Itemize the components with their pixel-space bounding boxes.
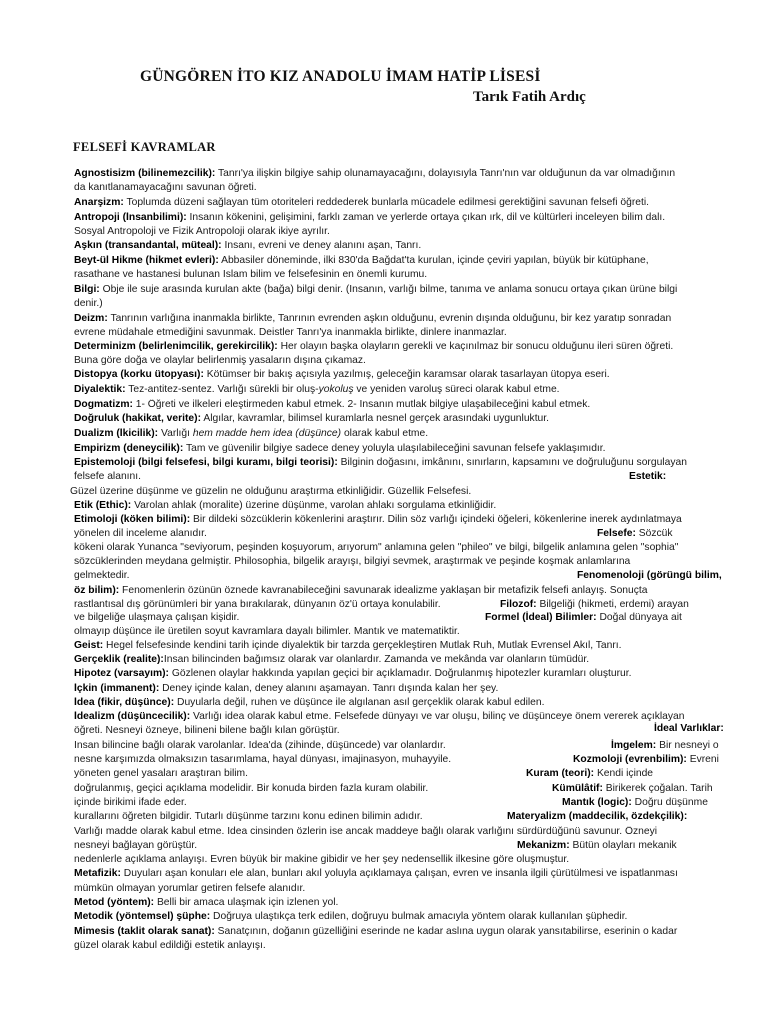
text-line	[74, 384, 694, 396]
side-term	[654, 723, 724, 735]
text-line	[74, 413, 694, 425]
text-line	[74, 640, 694, 652]
term-label: Etik (Ethic):	[74, 500, 132, 511]
term-text: Doğal dünyaya ait	[596, 612, 682, 623]
term-text: yokoluş	[318, 384, 354, 395]
text-line	[74, 355, 694, 367]
term-label: Metod (yöntem):	[74, 897, 155, 908]
term-label: İmgelem:	[611, 740, 657, 751]
term-label: Distopya (korku ütopyası):	[74, 369, 204, 380]
text-line	[74, 269, 694, 281]
side-term	[526, 768, 653, 780]
term-text: 1- Öğreti ve ilkeleri eleştirmeden kabul etmek. 2- İnsanın mutlak bilgiye ulaşabileceğini kabul etmek.	[132, 399, 591, 410]
term-text: Sanatçının, doğanın güzelliğini eserinde ne kadar aslına uygun olarak yansıtabilirse, eserinin o kadar	[214, 926, 678, 937]
term-text: Kendi içinde	[594, 768, 654, 779]
term-label: Mimesis (taklit olarak sanat):	[74, 926, 215, 937]
term-label: Formel (İdeal) Bilimler:	[485, 612, 597, 623]
term-text: Buna göre doğa ve olaylar belirlenmiş yasaların dışına çıkamaz.	[74, 355, 366, 366]
text-line	[74, 284, 694, 296]
text-line	[74, 683, 694, 695]
term-text: ve bilgeliğe ulaşmaya çalışan kişidir.	[74, 612, 240, 623]
term-text: Bir dildeki sözcüklerin kökenlerini araştırır. Dilin söz varlığı içindeki öğeleri, kökenlerine inerek aydınlatmaya	[190, 514, 682, 525]
text-line	[74, 883, 694, 895]
text-line	[74, 654, 694, 666]
term-text: İnsan bilincinden bağımsız olarak var olanlardır. Zamanda ve mekânda var olanların tümüdür.	[163, 654, 590, 665]
term-label: İdeal Varlıklar:	[654, 723, 724, 734]
text-line	[74, 697, 694, 709]
text-line	[74, 868, 694, 880]
term-text: Belli bir amaca ulaşmak için izlenen yol.	[154, 897, 339, 908]
term-label: Fenomenoloji (görüngü bilim,	[577, 570, 722, 581]
term-text: Varlığı idea olarak kabul etme. Felsefede dünyayı ve var oluşu, bilinç ve düşünceye önem vererek açıklayan	[190, 711, 685, 722]
term-text: kurallarını öğreten bilgidir. Tutarlı düşünme tarzını konu edinen bilimin adıdır.	[74, 811, 423, 822]
side-term	[517, 840, 677, 852]
term-text: gelmektedir.	[74, 570, 130, 581]
text-line	[74, 443, 694, 455]
term-label: Doğruluk (hakikat, verite):	[74, 413, 202, 424]
term-text: Her olayın başka olayların gerekli ve kaçınılmaz bir sonucu olduğunu ileri süren öğreti.	[277, 341, 674, 352]
text-line	[74, 585, 694, 597]
term-text: Varolan ahlak (moralite) üzerine düşünme, varolan ahlakı sorgulama etkinliğidir.	[131, 500, 497, 511]
side-term	[552, 783, 713, 795]
term-label: Mantık (logic):	[562, 797, 632, 808]
term-label: Bilgi:	[74, 284, 100, 295]
term-text: içinde birikimi ifade eder.	[74, 797, 187, 808]
text-line	[74, 399, 694, 411]
term-label: Hipotez (varsayım):	[74, 668, 169, 679]
school-title: GÜNGÖREN İTO KIZ ANADOLU İMAM HATİP LİSESİ	[140, 68, 541, 85]
term-text: Abbasiler döneminde, ilki 830'da Bağdat'ta kurulan, içinde çeviri yapılan, büyük bir kütüphane,	[218, 255, 649, 266]
term-text: Güzel üzerine düşünme ve güzelin ne olduğunu araştırma etkinliğidir. Güzellik Felsefesi.	[70, 486, 472, 497]
term-text: İnsanı, evreni ve deney alanını aşan, Tanrı.	[221, 240, 422, 251]
term-text: olarak kabul etme.	[341, 428, 429, 439]
side-term	[573, 754, 719, 766]
term-text: yönelen dil inceleme alanıdır.	[74, 528, 207, 539]
text-line	[74, 854, 694, 866]
term-text: Evreni	[686, 754, 719, 765]
term-text: kökeni olarak Yunanca "seviyorum, peşinden koşuyorum, arıyorum" anlamına gelen "phileo" ve bilgi, bilgelik anlamına gelen "sophia"	[74, 542, 679, 553]
term-label: Gerçeklik (realite):	[74, 654, 164, 665]
term-text: felsefe alanını.	[74, 471, 141, 482]
term-text: olmayıp düşünce ile üretilen soyut kavramlara dayalı bilimler. Mantık ve matematiktir.	[74, 626, 460, 637]
text-line	[74, 212, 694, 224]
text-line	[74, 471, 694, 483]
term-label: Filozof:	[500, 599, 537, 610]
side-term	[597, 528, 673, 540]
term-label: öz bilim):	[74, 585, 120, 596]
term-text: Bir nesneyi o	[656, 740, 719, 751]
term-text: Varlığı madde olarak kabul etme. İdea cinsinden özlerin ise ancak maddeye bağlı olarak varlığını sürdürdüğünü savunur. Özneyi	[74, 826, 658, 837]
term-text: Tam ve güvenilir bilgiye sadece deney yoluyla ulaşılabileceğini savunan felsefe yaklaşımıdır.	[183, 443, 606, 454]
term-label: Dualizm (İkicilik):	[74, 428, 159, 439]
term-text: Tez-antitez-sentez. Varlığı sürekli bir oluş-	[125, 384, 319, 395]
term-text: Toplumda düzeni sağlayan tüm otoriteleri reddederek bunlarla mücadele edilmesi gerektiğini savunan felsefi öğreti.	[123, 197, 650, 208]
text-line	[74, 298, 694, 310]
term-label: Diyalektik:	[74, 384, 126, 395]
text-line	[74, 514, 694, 526]
text-line	[74, 626, 694, 638]
term-label: Kozmoloji (evrenbilim):	[573, 754, 687, 765]
text-line	[74, 725, 694, 737]
term-text: Deney içinde kalan, deney alanını aşamayan. Tanrı dışında kalan her şey.	[159, 683, 499, 694]
term-text: güzel olarak kabul edildiği estetik anlayışı.	[74, 940, 266, 951]
text-line	[74, 197, 694, 209]
text-line	[74, 911, 694, 923]
term-label: Determinizm (belirlenimcilik, gerekircilik):	[74, 341, 278, 352]
term-text: evrene müdahale etmediğini savunmak. Deistler Tanrı'ya inanmakla birlikte, dinlere inanmazlar.	[74, 327, 507, 338]
text-line	[74, 428, 694, 440]
term-text: Tanrının varlığına inanmakla birlikte, Tanrının evrenden aşkın olduğunu, evrenin dışında olduğunu, bir kez yaratıp sonradan	[107, 313, 672, 324]
text-line	[74, 926, 694, 938]
term-text: Hegel felsefesinde kendini tarih içinde diyalektik bir tarzda gerçekleştiren Mutlak Ruh, Mutlak Evrensel Akıl, Tanrı.	[103, 640, 622, 651]
term-label: Beyt-ül Hikme (hikmet evleri):	[74, 255, 219, 266]
term-label: Deizm:	[74, 313, 108, 324]
term-label: Aşkın (transandantal, müteal):	[74, 240, 222, 251]
term-text: Duyuları aşan konuları ele alan, bunları akıl yoluyla açıklamaya çalışan, evren ve insanla ilgili çürütülmesi ve ispatlanması	[120, 868, 678, 879]
term-label: Geist:	[74, 640, 104, 651]
term-label: Mekanizm:	[517, 840, 570, 851]
text-line	[74, 255, 694, 267]
text-line	[74, 341, 694, 353]
text-line	[74, 711, 694, 723]
term-label: Estetik:	[629, 471, 667, 482]
text-line	[74, 897, 694, 909]
term-label: İçkin (immanent):	[74, 683, 160, 694]
text-line	[70, 486, 690, 498]
term-text: Kötümser bir bakış açısıyla yazılmış, geleceğin karamsar olarak tasarlayan ütopya eseri.	[203, 369, 610, 380]
term-text: nesne karşımızda olmaksızın tasarımlama, hayal dünyası, imajinasyon, muhayyile.	[74, 754, 452, 765]
text-line	[74, 542, 694, 554]
side-term	[611, 740, 719, 752]
term-text: İnsanın kökenini, gelişimini, farklı zaman ve yerlerde ortaya çıkan ırk, dil ve kültürleri inceleyen bilim dalı.	[186, 212, 666, 223]
text-line	[74, 826, 694, 838]
term-text: rastlantısal dış görünümleri bir yana bırakılarak, dünyanın öz'ü ortaya konulabilir.	[74, 599, 441, 610]
term-text: nedenlerle açıklama anlayışı. Evren büyük bir makine gibidir ve her şey nedensellik ilkesine göre oluşmuştur.	[74, 854, 570, 865]
term-text: Doğru düşünme	[631, 797, 708, 808]
term-label: Antropoji (İnsanbilimi):	[74, 212, 187, 223]
term-label: Etimoloji (köken bilimi):	[74, 514, 191, 525]
term-text: denir.)	[74, 298, 103, 309]
term-text: İnsan bilincine bağlı olarak varolanlar. İdea'da (zihinde, düşüncede) var olanlardır.	[74, 740, 446, 751]
side-term	[485, 612, 682, 624]
term-text: Duyularla değil, ruhen ve düşünce ile algılanan asıl gerçeklik olarak kabul edilen.	[174, 697, 545, 708]
text-line	[74, 226, 694, 238]
text-line	[74, 940, 694, 952]
term-label: Felsefe:	[597, 528, 636, 539]
text-line	[74, 556, 694, 568]
term-text: Birikerek çoğalan. Tarih	[602, 783, 713, 794]
term-text: sözcüklerinden meydana gelmiştir. Philosophia, bilgelik arayışı, bilgiyi sevmek, araştırmak ve peşinde koşmak anlamlarına	[74, 556, 631, 567]
term-text: Obje ile suje arasında kurulan akte (bağa) bilgi denir. (İnsanın, varlığı bilme, tanıma ve anlama sonucu ortaya çıkan ürüne bilgi	[99, 284, 678, 295]
term-text: Bilgeliği (hikmeti, erdemi) arayan	[536, 599, 689, 610]
side-term	[500, 599, 689, 611]
term-text: Algılar, kavramlar, bilimsel kuramlarla nesnel gerçek arasındaki uygunluktur.	[201, 413, 549, 424]
text-line	[74, 327, 694, 339]
side-term	[629, 471, 666, 483]
text-line	[74, 240, 694, 252]
term-text: Fenomenlerin özünün öznede kavranabileceğini savunarak idealizme yaklaşan bir metafizik felsefi anlayış. Sonuçta	[119, 585, 648, 596]
term-text: mümkün olmayan yorumlar getiren felsefe alanıdır.	[74, 883, 306, 894]
text-line	[74, 313, 694, 325]
text-line	[74, 500, 694, 512]
term-text: doğrulanmış, geçici açıklama modelidir. Bir konuda birden fazla kuram olabilir.	[74, 783, 429, 794]
term-label: Empirizm (deneycilik):	[74, 443, 184, 454]
text-line	[74, 668, 694, 680]
term-label: Kuram (teori):	[526, 768, 595, 779]
term-text: Varlığı	[158, 428, 193, 439]
term-text: hem madde hem idea (düşünce)	[192, 428, 342, 439]
term-text: Gözlenen olaylar hakkında yapılan geçici bir açıklamadır. Doğrulanmış hipotezler kuramları oluşturur.	[169, 668, 632, 679]
text-line	[74, 168, 694, 180]
text-line	[74, 457, 694, 469]
term-text: Bütün olayları mekanik	[569, 840, 677, 851]
term-label: Metodik (yöntemsel) şüphe:	[74, 911, 211, 922]
text-line	[74, 740, 694, 752]
term-text: Doğruya ulaştıkça terk edilen, doğruyu bulmak amacıyla yöntem olarak kullanılan şüphedir.	[210, 911, 628, 922]
term-label: Kümülâtif:	[552, 783, 603, 794]
term-label: Dogmatizm:	[74, 399, 133, 410]
side-term	[507, 811, 687, 823]
term-label: Anarşizm:	[74, 197, 124, 208]
term-text: Sosyal Antropoloji ve Fizik Antropoloji olarak ikiye ayrılır.	[74, 226, 330, 237]
side-term	[562, 797, 708, 809]
author-name: Tarık Fatih Ardıç	[473, 89, 586, 105]
term-text: da kanıtlanamayacağını savunan öğreti.	[74, 182, 257, 193]
term-label: Epistemoloji (bilgi felsefesi, bilgi kuramı, bilgi teorisi):	[74, 457, 338, 468]
term-text: Tanrı'ya ilişkin bilgiye sahip olunamayacağını, dolayısıyla Tanrı'nın var olduğunun da var olmadığının	[215, 168, 676, 179]
section-title: FELSEFİ KAVRAMLAR	[73, 140, 216, 154]
term-text: öğreti. Nesneyi özneye, bilineni bilene bağlı kılan görüştür.	[74, 725, 340, 736]
term-label: Agnostisizm (bilinemezcilik):	[74, 168, 216, 179]
text-line	[74, 369, 694, 381]
term-text: ve yeniden varoluş süreci olarak kabul etme.	[353, 384, 560, 395]
side-term	[577, 570, 722, 582]
term-text: yöneten genel yasaları araştıran bilim.	[74, 768, 248, 779]
text-line	[74, 182, 694, 194]
term-label: Metafizik:	[74, 868, 121, 879]
term-text: Sözcük	[635, 528, 673, 539]
term-label: Materyalizm (maddecilik, özdekçilik):	[507, 811, 688, 822]
term-text: nesneyi bağlayan görüştür.	[74, 840, 198, 851]
term-text: rasathane ve hastanesi bulunan İslam bilim ve felsefesinin en önemli kurumu.	[74, 269, 428, 280]
term-text: Bilginin doğasını, imkânını, sınırların, kapsamını ve doğruluğunu sorgulayan	[337, 457, 687, 468]
term-label: İdealizm (düşüncecilik):	[74, 711, 191, 722]
term-label: İdea (fikir, düşünce):	[74, 697, 175, 708]
